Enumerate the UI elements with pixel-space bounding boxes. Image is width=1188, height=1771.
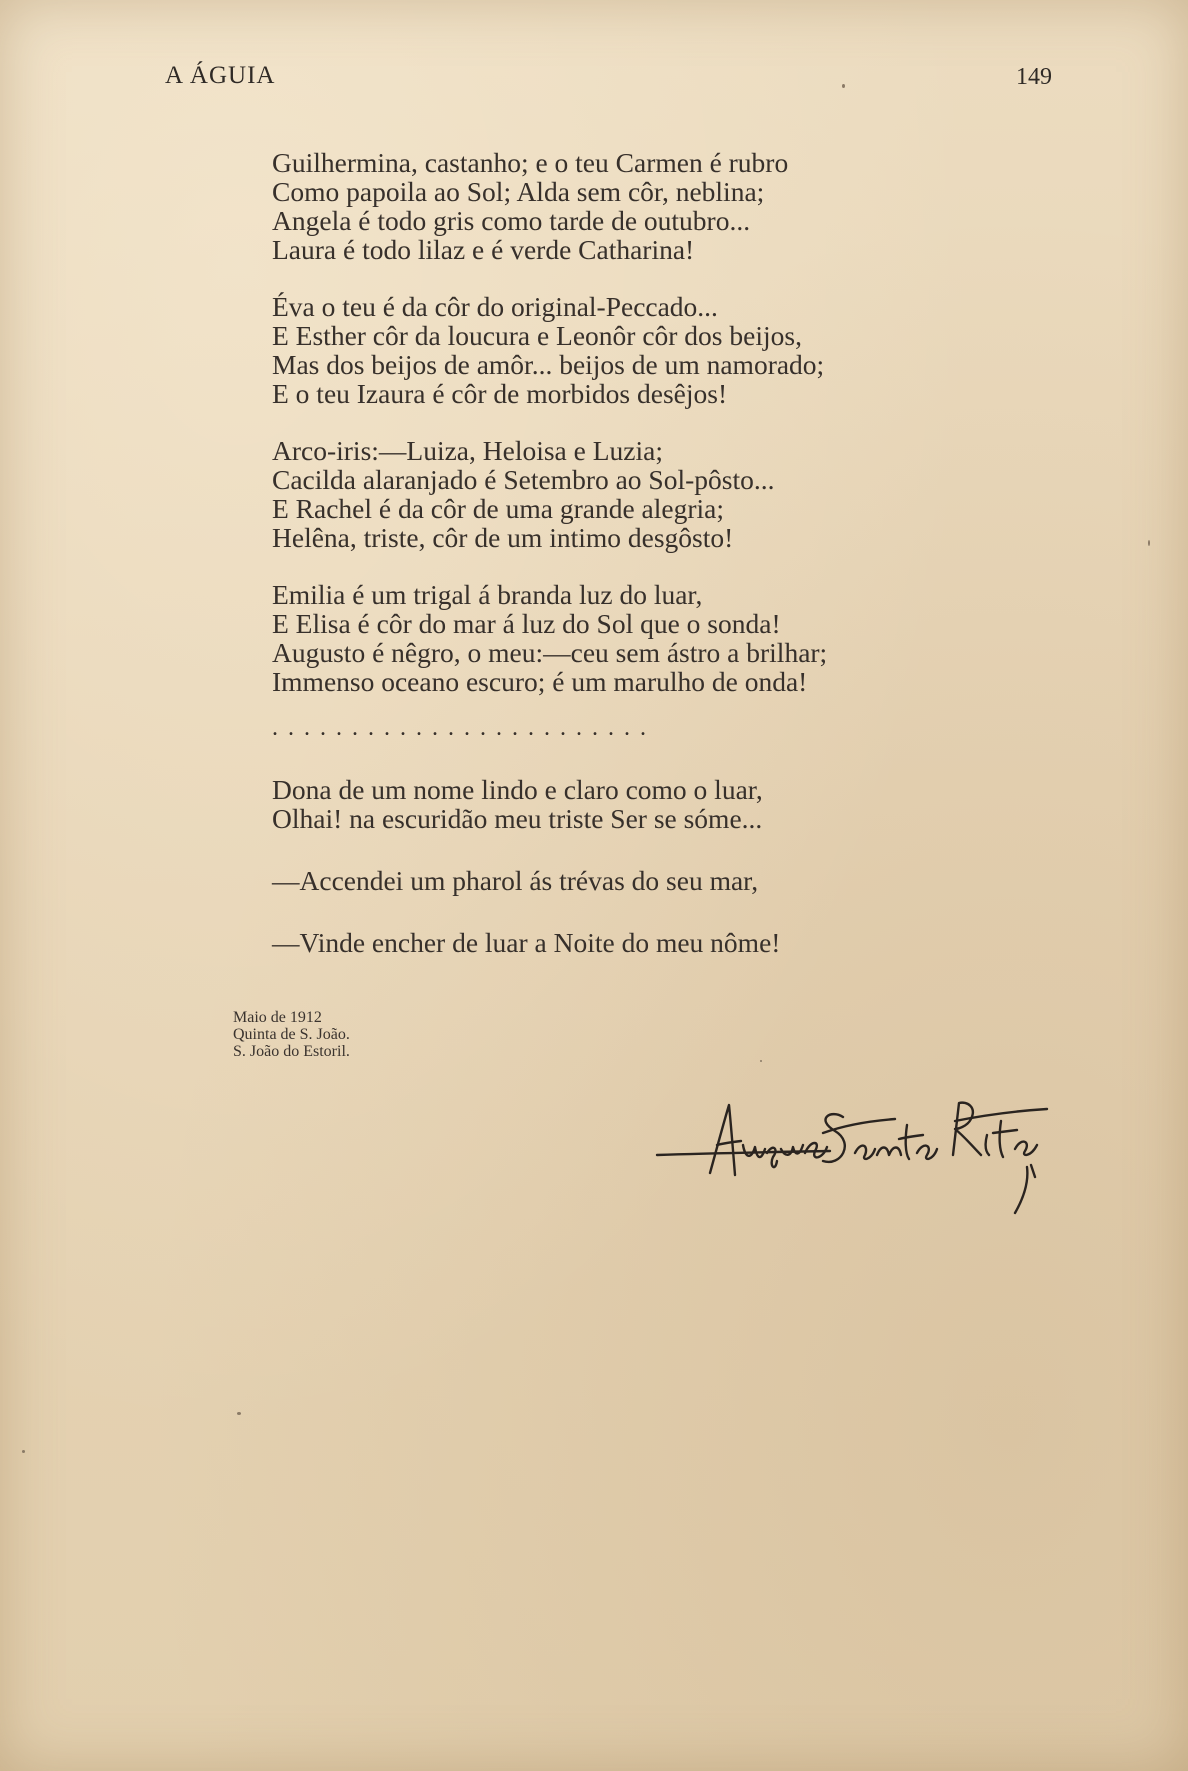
- closing-line-vinde: [272, 928, 1072, 957]
- handwritten-signature: [655, 1095, 1050, 1220]
- poem-line: Helêna, triste, côr de um intimo desgôsto!: [272, 522, 734, 553]
- paper-speck: [22, 1450, 25, 1453]
- poem-line: Olhai! na escuridão meu triste Ser se sóme...: [272, 803, 763, 834]
- poem-line: Immenso oceano escuro; é um marulho de onda!: [272, 666, 808, 697]
- paper-speck: [760, 1060, 762, 1062]
- running-head: A ÁGUIA: [165, 62, 276, 89]
- poem-line: —Accendei um pharol ás trévas do seu mar,: [272, 865, 759, 896]
- page-number: 149: [1016, 64, 1052, 90]
- poem-line: E o teu Izaura é côr de morbidos desêjos!: [272, 378, 728, 409]
- poem-line: E Rachel é da côr de uma grande alegria;: [272, 493, 724, 524]
- poem-line: Mas dos beijos de amôr... beijos de um namorado;: [272, 349, 825, 380]
- closing-stanza: [272, 775, 1072, 833]
- poem-line: Éva o teu é da côr do original-Peccado...: [272, 291, 718, 322]
- poem-line: Dona de um nome lindo e claro como o luar,: [272, 774, 763, 805]
- poem-line: Cacilda alaranjado é Setembro ao Sol-pôsto...: [272, 464, 775, 495]
- stanza-1: [272, 148, 1072, 264]
- stanza-2: [272, 292, 1072, 408]
- poem-line: Augusto é nêgro, o meu:—ceu sem ástro a brilhar;: [272, 637, 828, 668]
- paper-speck: [842, 84, 845, 88]
- paper-speck: [1148, 540, 1150, 546]
- poem: [272, 148, 1072, 990]
- ellipsis-separator: . . . . . . . . . . . . . . . . . . . . . . . .: [272, 715, 648, 741]
- dateline: [233, 1009, 350, 1060]
- poem-line: Angela é todo gris como tarde de outubro...: [272, 205, 751, 236]
- poem-line: Laura é todo lilaz e é verde Catharina!: [272, 234, 695, 265]
- stanza-3: [272, 436, 1072, 552]
- poem-line: Emilia é um trigal á branda luz do luar,: [272, 579, 703, 610]
- poem-line: Como papoila ao Sol; Alda sem côr, neblina;: [272, 176, 765, 207]
- poem-line: Arco-iris:—Luiza, Heloisa e Luzia;: [272, 435, 663, 466]
- closing-line-accendei: [272, 866, 1072, 895]
- poem-line: E Esther côr da loucura e Leonôr côr dos beijos,: [272, 320, 802, 351]
- paper-speck: [237, 1412, 241, 1415]
- stanza-4: [272, 580, 1072, 696]
- dateline-date: Maio de 1912: [233, 1009, 322, 1026]
- poem-line: —Vinde encher de luar a Noite do meu nôme!: [272, 927, 781, 958]
- poem-line: E Elisa é côr do mar á luz do Sol que o sonda!: [272, 608, 781, 639]
- dateline-place: S. João do Estoril.: [233, 1043, 350, 1060]
- dateline-place: Quinta de S. João.: [233, 1026, 350, 1043]
- poem-line: Guilhermina, castanho; e o teu Carmen é rubro: [272, 147, 789, 178]
